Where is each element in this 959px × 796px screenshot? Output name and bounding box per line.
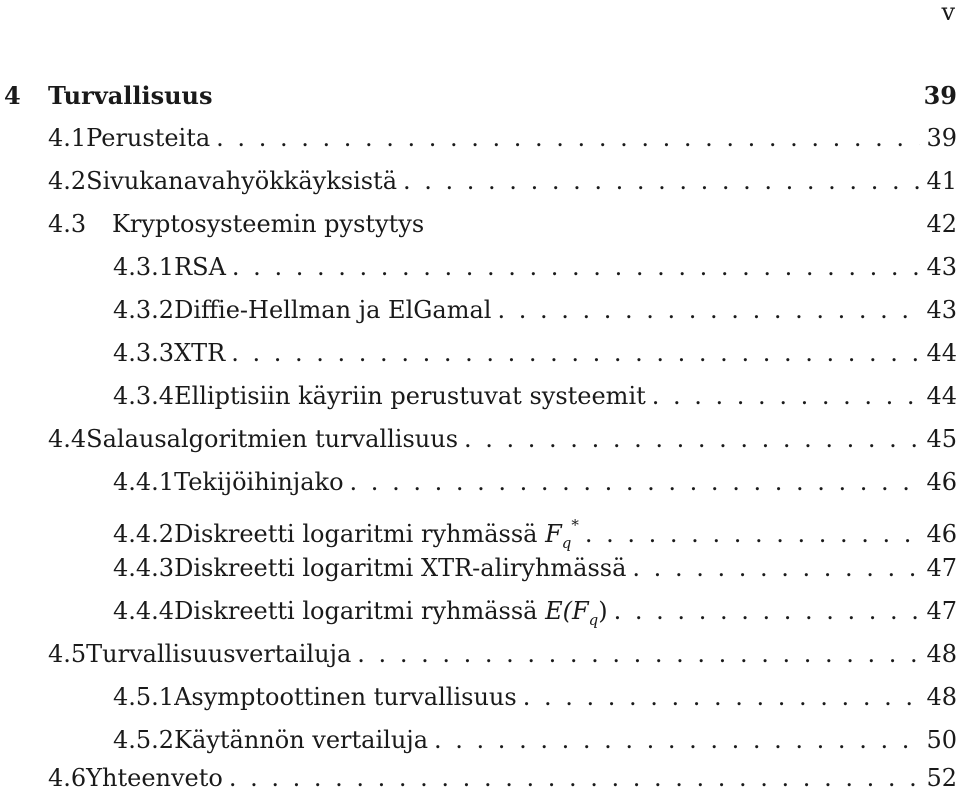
toc-entry-page: 47 — [926, 554, 957, 582]
toc-entry-number: 4.3.4 — [113, 382, 175, 410]
toc-leader-dots — [231, 335, 920, 371]
toc-entry-title: Tekijöihinjako — [174, 468, 344, 496]
toc-entry-page: 42 — [926, 210, 957, 238]
toc-entry-page: 43 — [926, 253, 957, 281]
math-superscript: * — [571, 516, 579, 534]
math-subscript: q — [561, 534, 572, 552]
toc-entry-title: XTR — [174, 339, 226, 367]
toc-entry-title: Kryptosysteemin pystytys — [112, 210, 425, 238]
toc-entry-title-text: Diskreetti logaritmi ryhmässä — [174, 597, 538, 625]
toc-entry-number: 4.1 — [48, 124, 87, 152]
toc-entry-page: 44 — [926, 339, 957, 367]
toc-entry-page: 48 — [926, 683, 957, 711]
toc-leader-dots — [523, 679, 921, 715]
toc-entry-number: 4.3.1 — [113, 253, 175, 281]
math-base: F — [572, 597, 589, 625]
toc-entry-title: Asymptoottinen turvallisuus — [174, 683, 517, 711]
toc-entry-page: 50 — [926, 726, 957, 754]
toc-leader-dots — [350, 464, 921, 500]
toc-entry-number: 4.4 — [48, 425, 87, 453]
toc-leader-dots — [464, 421, 920, 457]
toc-entry-number: 4.3.3 — [113, 339, 175, 367]
toc-leader-dots — [652, 378, 921, 414]
toc-chapter[interactable] — [4, 78, 957, 114]
toc-leader-dots — [585, 516, 921, 552]
math-field-symbol — [545, 516, 579, 552]
toc-entry[interactable] — [113, 335, 957, 371]
toc-entry-page: 46 — [926, 520, 957, 548]
toc-leader-dots — [632, 550, 920, 586]
toc-entry-title: RSA — [174, 253, 226, 281]
toc-entry-number: 4.2 — [48, 167, 87, 195]
toc-entry-title: Diffie-Hellman ja ElGamal — [174, 296, 492, 324]
toc-entry[interactable] — [113, 679, 957, 715]
toc-entry-page: 41 — [926, 167, 957, 195]
math-curve-symbol — [545, 597, 608, 629]
toc-leader-dots — [403, 163, 920, 199]
toc-entry-number: 4.6 — [48, 764, 87, 792]
toc-entry-title: Käytännön vertailuja — [174, 726, 429, 754]
toc-entry[interactable] — [48, 760, 957, 796]
toc-entry-number: 4.4.4 — [113, 597, 175, 625]
toc-entry[interactable] — [113, 464, 957, 500]
toc-entry[interactable] — [113, 507, 957, 552]
toc-entry-page: 45 — [926, 425, 957, 453]
toc-entry-number: 4.4.2 — [113, 520, 175, 548]
toc-entry-title: Perusteita — [86, 124, 211, 152]
toc-entry-page: 39 — [926, 124, 957, 152]
toc-entry[interactable] — [48, 120, 957, 156]
math-prefix: E( — [545, 597, 573, 625]
toc-leader-dots — [497, 292, 920, 328]
toc-entry-title: Elliptisiin käyriin perustuvat systeemit — [174, 382, 646, 410]
toc-entry-number: 4.5.2 — [113, 726, 175, 754]
toc-entry-title: Yhteenveto — [86, 764, 223, 792]
toc-entry-page: 43 — [926, 296, 957, 324]
math-base: F — [545, 520, 562, 548]
toc-entry-title: Diskreetti logaritmi XTR-aliryhmässä — [174, 554, 627, 582]
toc-entry-title — [174, 593, 608, 638]
math-suffix: ) — [598, 597, 608, 625]
toc-entry-number: 4.5.1 — [113, 683, 175, 711]
toc-entry[interactable] — [48, 163, 957, 199]
toc-leader-dots — [614, 593, 921, 629]
toc-entry[interactable] — [113, 722, 957, 758]
toc-leader-dots — [232, 249, 921, 285]
toc-leader-dots — [357, 636, 920, 672]
toc-entry-page: 48 — [926, 640, 957, 668]
toc-entry[interactable] — [113, 292, 957, 328]
toc-entry[interactable] — [48, 636, 957, 672]
toc-entry[interactable] — [113, 378, 957, 414]
toc-chapter-number: 4 — [4, 81, 21, 110]
toc-entry[interactable] — [113, 249, 957, 285]
toc-entry[interactable] — [113, 550, 957, 586]
toc-entry-page: 52 — [926, 764, 957, 792]
toc-entry-number: 4.5 — [48, 640, 87, 668]
toc-entry-title: Turvallisuusvertailuja — [86, 640, 352, 668]
toc-entry-title-text: Diskreetti logaritmi ryhmässä — [174, 520, 538, 548]
page-number: v — [941, 0, 955, 26]
toc-entry-page: 46 — [926, 468, 957, 496]
toc-entry-number: 4.3.2 — [113, 296, 175, 324]
toc-entry[interactable] — [48, 206, 957, 242]
toc-entry-number: 4.3 — [48, 210, 87, 238]
toc-entry-title: Sivukanavahyökkäyksistä — [86, 167, 398, 195]
toc-chapter-title: Turvallisuus — [48, 81, 213, 110]
toc-entry-page: 47 — [926, 597, 957, 625]
toc-leader-dots — [434, 722, 920, 758]
math-subscript: q — [588, 611, 599, 629]
toc-chapter-page: 39 — [923, 81, 957, 110]
toc-entry-number: 4.4.1 — [113, 468, 175, 496]
toc-entry-number: 4.4.3 — [113, 554, 175, 582]
toc-leader-dots — [216, 120, 920, 156]
toc-entry-page: 44 — [926, 382, 957, 410]
toc-entry[interactable] — [113, 593, 957, 629]
toc-entry-title: Salausalgoritmien turvallisuus — [86, 425, 459, 453]
toc-leader-dots — [229, 760, 921, 796]
toc-entry[interactable] — [48, 421, 957, 457]
